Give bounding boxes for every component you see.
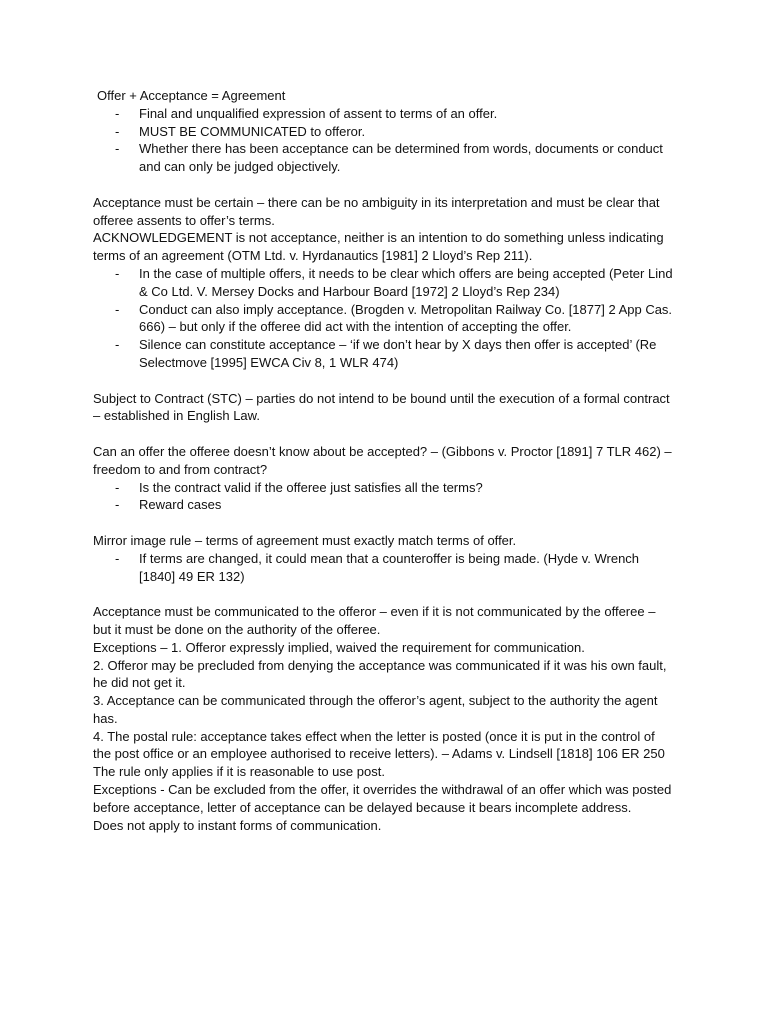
acceptance-definition-list: [93, 105, 676, 176]
paragraph-instant-communication: Does not apply to instant forms of communication.: [93, 817, 382, 833]
list-item: - Whether there has been acceptance can be determined from words, documents or conduct and can only be judged objectively.: [93, 140, 676, 176]
list-item: - Reward cases: [93, 496, 676, 514]
paragraph-gap: [93, 176, 676, 194]
paragraph-unknown-offer: Can an offer the offeree doesn’t know about be accepted? – (Gibbons v. Proctor [1891] 7 TLR 462) – freedom to and from contract?: [93, 443, 672, 477]
paragraph-exception-3: 3. Acceptance can be communicated through the offeror’s agent, subject to the authority the agent has.: [93, 693, 658, 726]
paragraph-gap: [93, 514, 676, 532]
acceptance-cases-list: [93, 265, 676, 372]
paragraph-mirror-image-rule: Mirror image rule – terms of agreement must exactly match terms of offer.: [93, 532, 517, 548]
list-item: - MUST BE COMMUNICATED to offeror.: [93, 123, 676, 141]
paragraph-exception-1: Exceptions – 1. Offeror expressly implied, waived the requirement for communication.: [93, 639, 585, 655]
paragraph-communication: Acceptance must be communicated to the offeror – even if it is not communicated by the offeree – but it must be done on the authority of the offeree.: [93, 604, 656, 637]
paragraph-exception-2: 2. Offeror may be precluded from denying the acceptance was communicated if it was his own fault, he did not get it.: [93, 657, 667, 691]
paragraph-postal-exceptions: Exceptions - Can be excluded from the offer, it overrides the withdrawal of an offer which was posted before acceptance, letter of acceptance can be delayed because it bears incomplete address.: [93, 782, 672, 815]
list-item: - If terms are changed, it could mean that a counteroffer is being made. (Hyde v. Wrench [1840] 49 ER 132): [93, 550, 676, 586]
paragraph-certain: Acceptance must be certain – there can be no ambiguity in its interpretation and must be clear that offeree assents to offer’s terms.: [93, 194, 660, 228]
paragraph-acknowledgement: ACKNOWLEDGEMENT is not acceptance, neither is an intention to do something unless indicating terms of an agreement (OTM Ltd. v. Hyrdanautics [1981] 2 Lloyd’s Rep 211).: [93, 230, 664, 264]
paragraph-exception-4-postal-rule: 4. The postal rule: acceptance takes effect when the letter is posted (once it is put in the control of the post office or an employee authorised to receive letters). – Adams v. Lindsell [1818] 106 ER 250: [93, 728, 665, 762]
paragraph-gap: [93, 372, 676, 390]
paragraph-subject-to-contract: Subject to Contract (STC) – parties do not intend to be bound until the execution of a formal contract – established in English Law.: [93, 390, 670, 424]
paragraph-gap: [93, 425, 676, 443]
heading-offer-acceptance: Offer + Acceptance = Agreement: [97, 88, 286, 103]
list-item: - Silence can constitute acceptance – ‘if we don’t hear by X days then offer is accepted’ (Re Selectmove [1995] EWCA Civ 8, 1 WLR 474): [93, 336, 676, 372]
list-item: - Is the contract valid if the offeree just satisfies all the terms?: [93, 479, 676, 497]
list-item: - Final and unqualified expression of assent to terms of an offer.: [93, 105, 676, 123]
paragraph-postal-rule-condition: The rule only applies if it is reasonable to use post.: [93, 764, 385, 780]
list-item: - Conduct can also imply acceptance. (Brogden v. Metropolitan Railway Co. [1877] 2 App Cas. 666) – but only if the offeree did act with the intention of accepting the offer.: [93, 301, 676, 337]
list-item: - In the case of multiple offers, it needs to be clear which offers are being accepted (Peter Lind & Co Ltd. V. Mersey Docks and Harbour Board [1972] 2 Lloyd’s Rep 234): [93, 265, 676, 301]
mirror-image-list: [93, 550, 676, 586]
unknown-offer-list: [93, 479, 676, 515]
paragraph-gap: [93, 585, 676, 603]
